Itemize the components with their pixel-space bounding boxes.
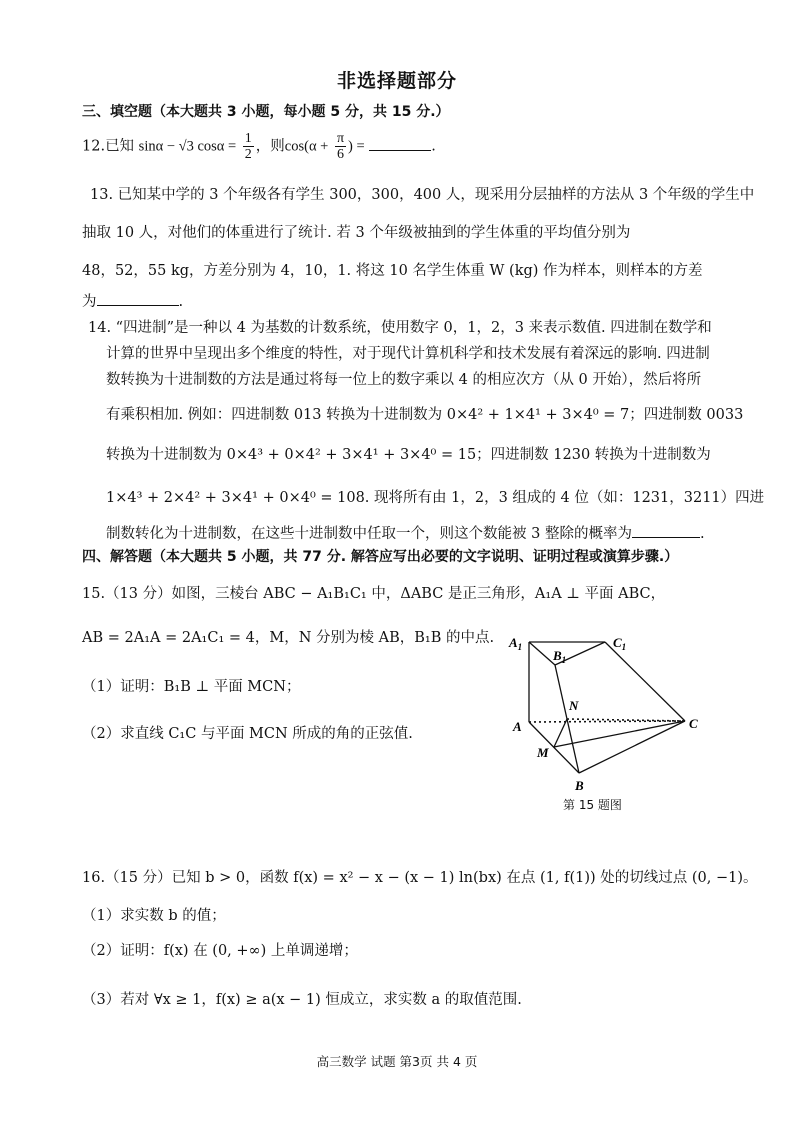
edge-A1-B1 — [529, 642, 555, 665]
q12-number: 12. — [82, 138, 106, 155]
q14-line-7: 制数转化为十进制数，在这些十进制数中任取一个，则这个数能被 3 整除的概率为 . — [106, 526, 705, 542]
q16-part-1: （1）求实数 b 的值； — [82, 908, 226, 924]
q15-line-2: AB = 2A₁A = 2A₁C₁ = 4，M，N 分别为棱 AB，B₁B 的中点. — [82, 630, 495, 646]
q12-expression-2b: ) = — [348, 138, 365, 155]
q12-expression-2a: cos(α + — [284, 138, 329, 155]
q13-line-4: 为 . — [82, 294, 184, 310]
page-footer: 高三数学 试题 第3页 共 4 页 — [316, 1054, 478, 1069]
q14-line-5: 转换为十进制数为 0×4³ + 0×4² + 3×4¹ + 3×4⁰ = 15；四进制数 1230 转换为十进制数为 — [106, 447, 711, 463]
q14-line-3: 数转换为十进制数的方法是通过将每一位上的数字乘以 4 的相应次方（从 0 开始），然后将所 — [106, 372, 702, 388]
q12-expression-1: sinα − √3 cosα = — [138, 138, 237, 155]
q14-answer-blank[interactable] — [632, 525, 700, 538]
q12-fraction-pi-6: $\frac{\pi}{6}$ — [336, 131, 345, 162]
question-12 — [82, 131, 436, 162]
label-B1: $B_1$ — [553, 648, 567, 665]
q13-answer-blank[interactable] — [97, 293, 179, 306]
q12-mid: ，则 — [255, 138, 285, 155]
q15-line-1: 15.（13 分）如图，三棱台 ABC − A₁B₁C₁ 中，ΔABC 是正三角形，A₁A ⊥ 平面 ABC， — [82, 586, 666, 602]
edge-B-C — [579, 721, 685, 773]
q12-prefix: 已知 — [105, 138, 135, 155]
section-4-header: 四、解答题（本大题共 5 小题，共 77 分. 解答应写出必要的文字说明、证明过程或演算步骤.） — [82, 549, 679, 565]
q14-line-4: 有乘积相加. 例如：四进制数 013 转换为十进制数为 0×4² + 1×4¹ + 3×4⁰ = 7；四进制数 0033 — [106, 407, 744, 423]
q16-line-1: 16.（15 分）已知 b > 0，函数 f(x) = x² − x − (x − 1) ln(bx) 在点 (1, f(1)) 处的切线过点 (0, −1)。 — [82, 870, 758, 886]
q12-end: . — [431, 138, 436, 155]
q12-fraction-half: $\frac{1}{2}$ — [244, 131, 252, 162]
label-C: C — [689, 716, 698, 731]
segment-N-C-hidden — [567, 719, 685, 721]
q13-line-2: 抽取 10 人，对他们的体重进行了统计. 若 3 个年级被抽到的学生体重的平均值分别为 — [82, 225, 631, 241]
edge-C1-C — [605, 642, 685, 721]
segment-M-C — [554, 721, 685, 747]
q15-part-2: （2）求直线 C₁C 与平面 MCN 所成的角的正弦值. — [82, 726, 413, 742]
q14-line-1: 14. “四进制”是一种以 4 为基数的计数系统，使用数字 0，1，2，3 来表示数值. 四进制在数学和 — [88, 320, 712, 336]
edge-A-C-hidden — [529, 721, 685, 722]
label-A: A — [513, 719, 522, 734]
q16-part-3: （3）若对 ∀x ≥ 1，f(x) ≥ a(x − 1) 恒成立，求实数 a 的取值范围. — [82, 992, 522, 1008]
q15-figure-caption: 第 15 题图 — [563, 798, 622, 812]
q13-line-3: 48，52，55 kg，方差分别为 4，10，1. 将这 10 名学生体重 W (kg) 作为样本，则样本的方差 — [82, 263, 703, 279]
segment-M-N — [554, 719, 567, 747]
label-C1: $C_1$ — [613, 635, 627, 652]
q16-part-2: （2）证明：f(x) 在 (0, +∞) 上单调递增； — [82, 943, 358, 959]
label-A1: $A_1$ — [509, 635, 523, 652]
q13-line-1: 13. 已知某中学的 3 个年级各有学生 300，300，400 人，现采用分层抽样的方法从 3 个年级的学生中 — [90, 187, 755, 203]
section-3-header: 三、填空题（本大题共 3 小题，每小题 5 分，共 15 分.） — [82, 104, 450, 120]
page-title: 非选择题部分 — [336, 70, 457, 92]
label-M: M — [537, 745, 549, 760]
q12-answer-blank[interactable] — [369, 138, 431, 151]
q15-part-1: （1）证明：B₁B ⊥ 平面 MCN； — [82, 679, 301, 695]
q14-line-6: 1×4³ + 2×4² + 3×4¹ + 0×4⁰ = 108. 现将所有由 1，2，3 组成的 4 位（如：1231，3211）四进 — [106, 490, 765, 506]
q14-line-2: 计算的世界中呈现出多个维度的特性，对于现代计算机科学和技术发展有着深远的影响. 四进制 — [106, 346, 710, 362]
label-B: B — [575, 778, 584, 793]
label-N: N — [569, 698, 579, 713]
